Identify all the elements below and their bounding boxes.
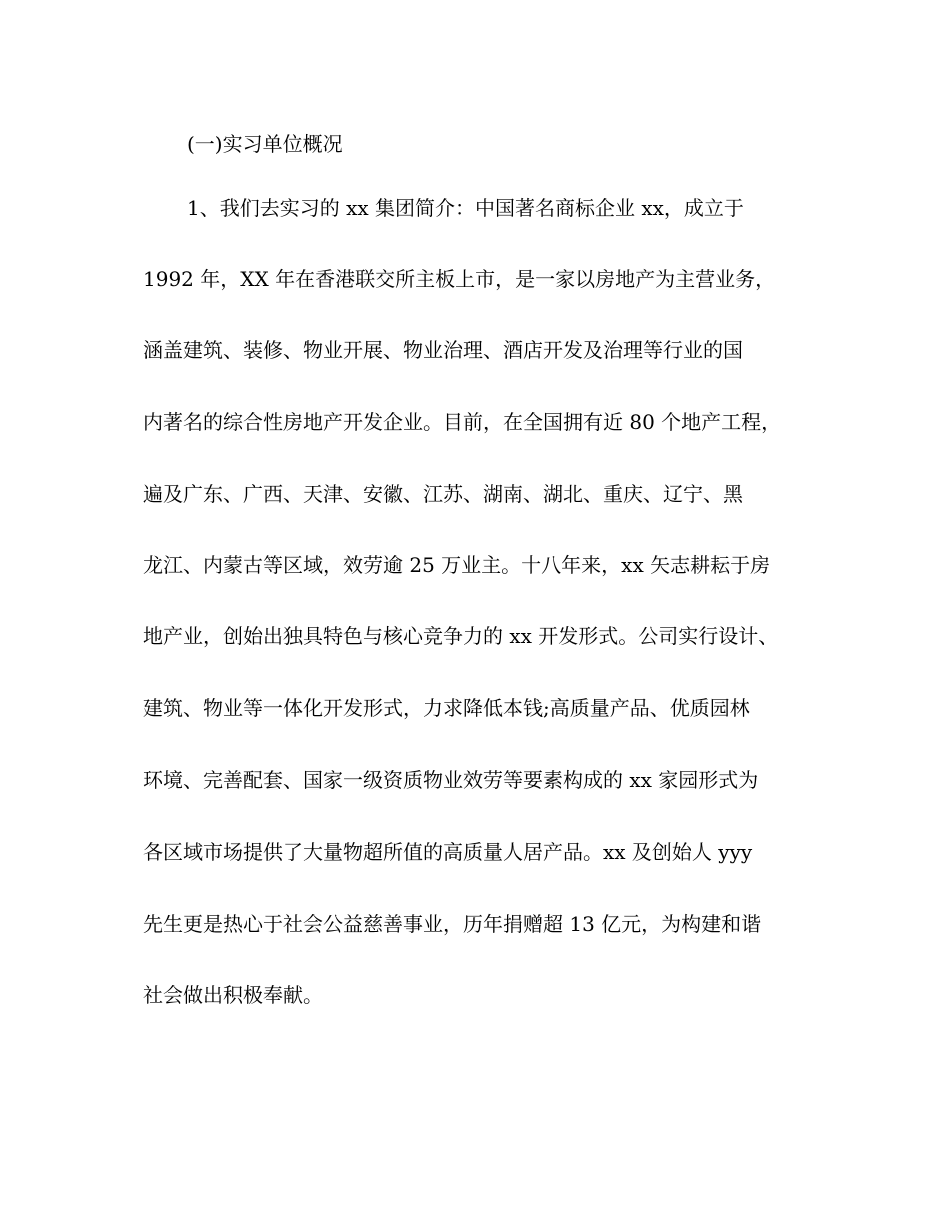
paragraph-line: 1、我们去实习的 xx 集团简介：中国著名商标企业 xx，成立于 xyxy=(187,196,744,220)
paragraph-line: 1992 年，XX 年在香港联交所主板上市，是一家以房地产为主营业务， xyxy=(143,267,776,291)
paragraph-line: 龙江、内蒙古等区域，效劳逾 25 万业主。十八年来，xx 矢志耕耘于房 xyxy=(143,553,771,577)
paragraph-line: 建筑、物业等一体化开发形式，力求降低本钱;高质量产品、优质园林 xyxy=(143,696,750,720)
paragraph-line: 先生更是热心于社会公益慈善事业，历年捐赠超 13 亿元，为构建和谐 xyxy=(143,912,762,936)
paragraph-line: 各区域市场提供了大量物超所值的高质量人居产品。xx 及创始人 yyy xyxy=(143,840,753,864)
paragraph-line: 社会做出积极奉献。 xyxy=(143,983,323,1007)
paragraph-line: 地产业，创始出独具特色与核心竞争力的 xx 开发形式。公司实行设计、 xyxy=(143,624,779,648)
paragraph-line: 涵盖建筑、装修、物业开展、物业治理、酒店开发及治理等行业的国 xyxy=(143,338,743,362)
paragraph-line: 内著名的综合性房地产开发企业。目前，在全国拥有近 80 个地产工程， xyxy=(143,410,782,434)
section-heading: (一)实习单位概况 xyxy=(187,132,343,156)
paragraph-line: 遍及广东、广西、天津、安徽、江苏、湖南、湖北、重庆、辽宁、黑 xyxy=(143,482,743,506)
paragraph-line: 环境、完善配套、国家一级资质物业效劳等要素构成的 xx 家园形式为 xyxy=(143,768,759,792)
